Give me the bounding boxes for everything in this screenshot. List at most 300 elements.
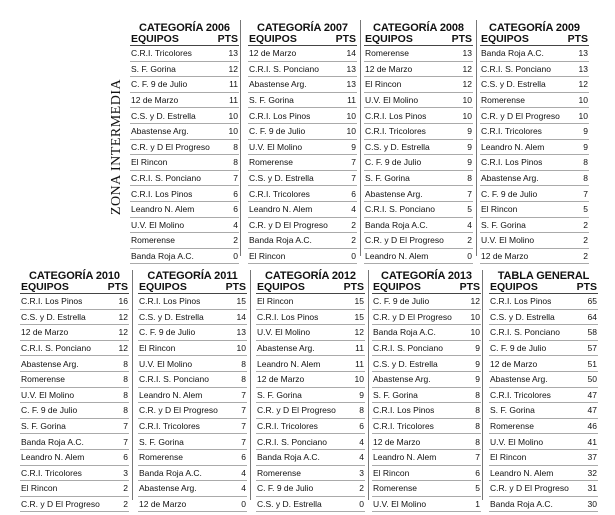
table-header [489, 282, 598, 294]
team-name: C.R.I. S. Ponciano [490, 327, 560, 338]
table-row [364, 202, 473, 218]
team-name: C.R.I. Los Pinos [249, 110, 311, 121]
team-points: 9 [467, 141, 472, 152]
team-points: 7 [241, 421, 246, 432]
team-points: 15 [354, 296, 364, 307]
team-points: 7 [241, 436, 246, 447]
table-row [130, 124, 239, 140]
table-row [20, 294, 129, 310]
table-row [480, 140, 589, 156]
team-name: Leandro N. Alem [249, 204, 313, 215]
table-row [489, 310, 598, 326]
team-points: 11 [347, 95, 356, 106]
team-name: 12 de Marzo [139, 499, 187, 510]
team-name: C.R.I. Tricolores [131, 48, 192, 59]
team-name: Banda Roja A.C. [131, 251, 194, 262]
team-name: El Rincon [257, 296, 294, 307]
team-column-header: EQUIPOS [257, 281, 305, 293]
team-points: 13 [578, 48, 588, 59]
team-points: 57 [587, 343, 597, 354]
table-categoria-2006 [130, 22, 239, 264]
team-points: 7 [123, 421, 128, 432]
team-points: 13 [346, 63, 356, 74]
team-name: Romerense [373, 483, 417, 494]
table-header [372, 282, 481, 294]
team-name: U.V. El Molino [257, 327, 311, 338]
team-name: U.V. El Molino [373, 499, 427, 510]
team-name: Banda Roja A.C. [139, 467, 202, 478]
table-row [130, 46, 239, 62]
table-row [256, 403, 365, 419]
table-row [256, 466, 365, 482]
table-row [480, 77, 589, 93]
table-row [372, 481, 481, 497]
team-name: El Rincon [481, 204, 518, 215]
table-row [489, 497, 598, 513]
table-row [138, 310, 247, 326]
table-row [130, 186, 239, 202]
table-row [372, 310, 481, 326]
team-points: 8 [583, 157, 588, 168]
team-name: Abastense Arg. [21, 358, 79, 369]
team-name: Romerense [139, 452, 183, 463]
team-column-header: EQUIPOS [131, 33, 179, 45]
team-name: S. F. Gorina [257, 389, 302, 400]
team-points: 8 [241, 374, 246, 385]
team-name: C.R. y D El Progreso [490, 483, 569, 494]
table-row [20, 403, 129, 419]
table-categoria-2013 [372, 270, 481, 512]
team-name: S. F. Gorina [365, 173, 410, 184]
team-name: C.R. y D El Progreso [139, 405, 218, 416]
table-row [480, 202, 589, 218]
team-name: S. F. Gorina [139, 436, 184, 447]
table-header [248, 34, 357, 46]
team-name: 12 de Marzo [365, 63, 413, 74]
team-name: C.R.I. Los Pinos [490, 296, 552, 307]
team-points: 11 [355, 358, 364, 369]
team-points: 9 [467, 157, 472, 168]
team-name: C.S. y D. Estrella [257, 499, 322, 510]
team-name: C. F. 9 de Julio [131, 79, 188, 90]
team-name: El Rincon [373, 467, 410, 478]
table-row [372, 388, 481, 404]
team-name: C.R. y D El Progreso [249, 219, 328, 230]
team-name: Abastense Arg. [249, 79, 307, 90]
team-points: 5 [467, 204, 472, 215]
team-points: 14 [236, 311, 246, 322]
team-points: 4 [351, 204, 356, 215]
team-name: C. F. 9 de Julio [373, 296, 430, 307]
team-name: El Rincon [365, 79, 402, 90]
team-points: 9 [351, 141, 356, 152]
table-row [248, 124, 357, 140]
team-points: 9 [583, 141, 588, 152]
table-row [130, 233, 239, 249]
table-row [480, 124, 589, 140]
table-row [364, 140, 473, 156]
team-points: 10 [462, 95, 472, 106]
table-row [20, 310, 129, 326]
table-row [20, 434, 129, 450]
team-name: C.R.I. Tricolores [249, 188, 310, 199]
table-row [364, 171, 473, 187]
pts-column-header: PTS [567, 33, 588, 45]
team-points: 11 [355, 343, 364, 354]
team-points: 31 [587, 483, 597, 494]
team-points: 47 [587, 389, 597, 400]
team-name: C.R.I. S. Ponciano [21, 343, 91, 354]
table-row [256, 481, 365, 497]
team-points: 5 [475, 483, 480, 494]
table-row [372, 434, 481, 450]
column-divider [132, 270, 133, 500]
table-row [364, 108, 473, 124]
team-points: 9 [475, 374, 480, 385]
team-points: 8 [123, 405, 128, 416]
team-points: 12 [118, 327, 128, 338]
team-name: El Rincon [139, 343, 176, 354]
team-name: C.R.I. Tricolores [365, 126, 426, 137]
team-points: 10 [236, 343, 246, 354]
team-points: 4 [233, 219, 238, 230]
pts-column-header: PTS [459, 281, 480, 293]
team-name: S. F. Gorina [21, 421, 66, 432]
pts-column-header: PTS [225, 281, 246, 293]
team-name: C.R.I. S. Ponciano [257, 436, 327, 447]
table-row [20, 466, 129, 482]
team-points: 12 [462, 63, 472, 74]
team-points: 10 [228, 110, 238, 121]
team-points: 7 [475, 452, 480, 463]
team-name: C.R. y D El Progreso [131, 141, 210, 152]
table-row [138, 372, 247, 388]
team-points: 41 [587, 436, 597, 447]
table-row [248, 77, 357, 93]
table-row [364, 62, 473, 78]
team-points: 8 [359, 405, 364, 416]
table-row [372, 325, 481, 341]
team-points: 2 [123, 499, 128, 510]
team-name: Romerense [365, 48, 409, 59]
table-row [248, 202, 357, 218]
table-title: CATEGORÍA 2008 [373, 22, 464, 34]
team-points: 15 [354, 311, 364, 322]
team-column-header: EQUIPOS [490, 281, 538, 293]
table-row [248, 155, 357, 171]
team-points: 13 [578, 63, 588, 74]
team-name: Romerense [490, 421, 534, 432]
table-row [20, 419, 129, 435]
team-name: S. F. Gorina [373, 389, 418, 400]
table-row [489, 419, 598, 435]
team-points: 4 [241, 467, 246, 478]
team-name: C.R.I. Tricolores [139, 421, 200, 432]
team-points: 2 [351, 219, 356, 230]
team-name: 12 de Marzo [257, 374, 305, 385]
team-points: 8 [583, 173, 588, 184]
table-row [256, 294, 365, 310]
team-name: Abastense Arg. [481, 173, 539, 184]
table-title: TABLA GENERAL [497, 270, 590, 282]
table-row [372, 450, 481, 466]
team-name: 12 de Marzo [249, 48, 297, 59]
team-points: 10 [228, 126, 238, 137]
pts-column-header: PTS [451, 33, 472, 45]
team-name: Abastense Arg. [365, 188, 423, 199]
team-points: 8 [233, 141, 238, 152]
team-name: C.S. y D. Estrella [481, 79, 546, 90]
team-points: 12 [470, 296, 480, 307]
table-row [372, 341, 481, 357]
team-name: C. F. 9 de Julio [21, 405, 78, 416]
table-row [489, 450, 598, 466]
team-points: 12 [118, 343, 128, 354]
team-points: 0 [233, 251, 238, 262]
table-row [480, 93, 589, 109]
team-name: C. F. 9 de Julio [490, 343, 547, 354]
team-points: 16 [118, 296, 128, 307]
team-points: 4 [359, 452, 364, 463]
table-row [489, 466, 598, 482]
table-row [138, 403, 247, 419]
team-name: El Rincon [490, 452, 527, 463]
table-header [480, 34, 589, 46]
team-name: C.S. y D. Estrella [21, 311, 86, 322]
team-points: 9 [467, 126, 472, 137]
team-name: 12 de Marzo [131, 95, 179, 106]
team-points: 10 [354, 374, 364, 385]
zona-intermedia-label: ZONA INTERMEDIA [109, 78, 124, 216]
table-row [364, 46, 473, 62]
table-title: CATEGORÍA 2011 [147, 270, 238, 282]
team-name: Romerense [257, 467, 301, 478]
table-row [248, 171, 357, 187]
table-row [372, 419, 481, 435]
team-points: 2 [123, 483, 128, 494]
team-points: 2 [233, 235, 238, 246]
table-row [480, 62, 589, 78]
table-row [489, 341, 598, 357]
team-name: Romerense [131, 235, 175, 246]
team-points: 6 [233, 204, 238, 215]
team-name: C.S. y D. Estrella [373, 358, 438, 369]
team-points: 2 [359, 483, 364, 494]
team-points: 8 [475, 436, 480, 447]
team-points: 8 [241, 358, 246, 369]
team-column-header: EQUIPOS [249, 33, 297, 45]
table-row [138, 481, 247, 497]
team-points: 8 [123, 358, 128, 369]
table-categoria-2007 [248, 22, 357, 264]
team-points: 8 [475, 421, 480, 432]
team-points: 10 [470, 327, 480, 338]
table-row [130, 218, 239, 234]
table-row [489, 372, 598, 388]
table-row [480, 155, 589, 171]
table-row [256, 388, 365, 404]
team-name: C.R.I. S. Ponciano [365, 204, 435, 215]
team-points: 10 [346, 126, 356, 137]
team-points: 65 [587, 296, 597, 307]
table-row [364, 218, 473, 234]
team-points: 6 [475, 467, 480, 478]
pts-column-header: PTS [343, 281, 364, 293]
team-name: S. F. Gorina [490, 405, 535, 416]
team-name: 12 de Marzo [21, 327, 69, 338]
table-row [489, 356, 598, 372]
table-row [130, 77, 239, 93]
table-row [489, 403, 598, 419]
table-row [364, 233, 473, 249]
team-name: U.V. El Molino [249, 141, 303, 152]
team-points: 9 [475, 358, 480, 369]
team-points: 7 [233, 173, 238, 184]
table-row [256, 497, 365, 513]
table-header [138, 282, 247, 294]
team-points: 3 [359, 467, 364, 478]
team-name: C.R. y D El Progreso [481, 110, 560, 121]
team-points: 6 [359, 421, 364, 432]
team-name: U.V. El Molino [139, 358, 193, 369]
table-row [248, 93, 357, 109]
team-points: 12 [578, 79, 588, 90]
team-name: C.R.I. Los Pinos [21, 296, 83, 307]
team-name: Banda Roja A.C. [21, 436, 84, 447]
team-name: C.R. y D El Progreso [21, 499, 100, 510]
team-points: 32 [587, 467, 597, 478]
team-points: 10 [346, 110, 356, 121]
team-points: 5 [583, 204, 588, 215]
table-row [138, 419, 247, 435]
team-points: 10 [578, 95, 588, 106]
table-row [372, 372, 481, 388]
team-column-header: EQUIPOS [481, 33, 529, 45]
team-name: C.R.I. Tricolores [21, 467, 82, 478]
team-points: 1 [475, 499, 480, 510]
table-row [130, 108, 239, 124]
team-points: 0 [351, 251, 356, 262]
table-row [248, 46, 357, 62]
table-row [248, 140, 357, 156]
team-name: Leandro N. Alem [131, 204, 195, 215]
team-points: 6 [123, 452, 128, 463]
team-name: C. F. 9 de Julio [249, 126, 306, 137]
team-name: Abastense Arg. [131, 126, 189, 137]
team-points: 12 [354, 327, 364, 338]
team-name: Leandro N. Alem [365, 251, 429, 262]
team-points: 14 [346, 48, 356, 59]
team-name: U.V. El Molino [131, 219, 185, 230]
team-name: C.R.I. Los Pinos [257, 311, 319, 322]
table-row [489, 325, 598, 341]
table-row [20, 356, 129, 372]
team-name: Leandro N. Alem [373, 452, 437, 463]
table-row [138, 341, 247, 357]
team-name: C.R. y D El Progreso [365, 235, 444, 246]
table-title: CATEGORÍA 2006 [139, 22, 230, 34]
table-row [489, 434, 598, 450]
team-name: 12 de Marzo [490, 358, 538, 369]
team-name: Leandro N. Alem [139, 389, 203, 400]
team-points: 12 [228, 63, 238, 74]
team-points: 50 [587, 374, 597, 385]
table-row [130, 249, 239, 265]
table-row [480, 171, 589, 187]
team-name: C. F. 9 de Julio [257, 483, 314, 494]
team-name: C.R.I. Tricolores [490, 389, 551, 400]
table-categoria-2012 [256, 270, 365, 512]
table-row [372, 294, 481, 310]
column-divider [240, 20, 241, 256]
team-name: S. F. Gorina [131, 63, 176, 74]
table-row [256, 341, 365, 357]
team-points: 4 [467, 219, 472, 230]
team-points: 4 [359, 436, 364, 447]
table-row [364, 77, 473, 93]
table-categoria-2010 [20, 270, 129, 512]
team-points: 13 [462, 48, 472, 59]
team-points: 10 [578, 110, 588, 121]
table-row [480, 46, 589, 62]
team-points: 8 [233, 157, 238, 168]
table-title: CATEGORÍA 2013 [381, 270, 472, 282]
team-points: 11 [229, 95, 238, 106]
table-row [372, 356, 481, 372]
team-column-header: EQUIPOS [373, 281, 421, 293]
team-points: 8 [123, 389, 128, 400]
team-points: 7 [241, 389, 246, 400]
team-points: 9 [475, 343, 480, 354]
table-row [20, 450, 129, 466]
team-name: C. F. 9 de Julio [139, 327, 196, 338]
team-name: S. F. Gorina [481, 219, 526, 230]
team-name: C. F. 9 de Julio [481, 188, 538, 199]
team-name: C.S. y D. Estrella [139, 311, 204, 322]
team-points: 2 [583, 219, 588, 230]
team-name: El Rincon [21, 483, 58, 494]
team-name: U.V. El Molino [481, 235, 535, 246]
table-row [130, 62, 239, 78]
pts-column-header: PTS [107, 281, 128, 293]
team-points: 9 [583, 126, 588, 137]
table-row [138, 450, 247, 466]
table-row [480, 186, 589, 202]
team-name: Banda Roja A.C. [481, 48, 544, 59]
team-name: U.V. El Molino [490, 436, 544, 447]
team-name: C.R.I. S. Ponciano [249, 63, 319, 74]
table-row [372, 497, 481, 513]
table-row [364, 249, 473, 265]
team-points: 47 [587, 405, 597, 416]
team-points: 7 [467, 188, 472, 199]
team-name: C.R.I. Tricolores [373, 421, 434, 432]
team-name: Leandro N. Alem [490, 467, 554, 478]
table-row [20, 497, 129, 513]
team-name: Abastense Arg. [490, 374, 548, 385]
table-row [364, 155, 473, 171]
team-name: U.V. El Molino [365, 95, 419, 106]
team-points: 11 [229, 79, 238, 90]
team-points: 2 [467, 235, 472, 246]
team-name: Abastense Arg. [257, 343, 315, 354]
table-row [480, 108, 589, 124]
table-row [138, 466, 247, 482]
team-name: C.R.I. S. Ponciano [139, 374, 209, 385]
team-points: 15 [236, 296, 246, 307]
team-points: 7 [583, 188, 588, 199]
team-name: Abastense Arg. [373, 374, 431, 385]
